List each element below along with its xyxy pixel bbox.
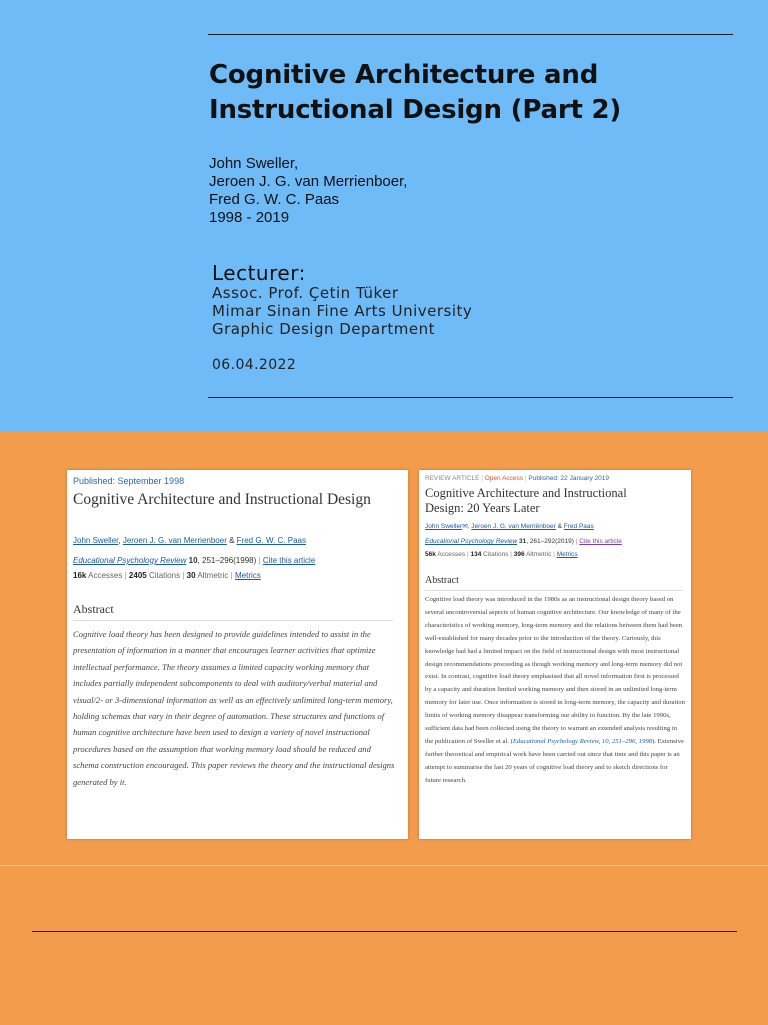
published-date: Published: 22 January 2019 bbox=[528, 475, 609, 482]
abstract-heading: Abstract bbox=[73, 602, 114, 616]
article-card-1998 bbox=[67, 470, 408, 839]
pages: , 251–296(1998) bbox=[197, 556, 257, 565]
author-links: John Sweller✉, Jeroen J. G. van Merriënboer & Fred Paas bbox=[425, 523, 594, 530]
accesses-label: Accesses bbox=[88, 571, 123, 580]
author-link[interactable]: John Sweller bbox=[425, 523, 463, 530]
blank-slide bbox=[0, 865, 768, 1025]
abstract-text: Cognitive load theory has been designed to provide guidelines intended to assist in the presentation of information in a manner that encourages learner activities that optimize intellectual performance. The theory assumes a limited capacity working memory that includes partially independent subcomponents to deal with auditory/verbal material and visual/2- or 3-dimensional information as well as an effectively unlimited long-term memory, holding schemas that vary in their degree of automation. These structures and functions of human cognitive architecture have been used to design a variety of novel instructional procedures based on the assumption that working memory load should be reduced and schema construction encouraged. This paper reviews the theory and the instructional designs generated by it. bbox=[73, 629, 395, 787]
accesses-label: Accesses bbox=[437, 551, 466, 558]
article-type: REVIEW ARTICLE bbox=[425, 475, 480, 482]
altmetric-label: Altmetric bbox=[526, 551, 552, 558]
lecturer-name: Assoc. Prof. Çetin Tüker bbox=[212, 284, 399, 302]
article-meta: REVIEW ARTICLE | Open Access | Published: 22 January 2019 bbox=[425, 475, 609, 482]
lecturer-department: Graphic Design Department bbox=[212, 320, 436, 338]
article-title: Cognitive Architecture and Instructional Design: 20 Years Later bbox=[425, 486, 627, 515]
title-slide bbox=[0, 0, 768, 432]
author-link[interactable]: Jeroen J. G. van Merrienboer bbox=[122, 536, 227, 545]
author-line: Jeroen J. G. van Merrienboer, bbox=[209, 173, 408, 190]
slide-title: Cognitive Architecture and Instructional Design (Part 2) bbox=[209, 60, 622, 125]
metrics-link[interactable]: Metrics bbox=[234, 571, 261, 580]
cite-link[interactable]: Cite this article bbox=[262, 556, 316, 565]
author-link[interactable]: Fred G. W. C. Paas bbox=[236, 536, 306, 545]
citations-count: 2405 bbox=[128, 571, 147, 580]
metrics-line: 16k Accesses | 2405 Citations | 30 Altmetric | Metrics bbox=[73, 571, 261, 580]
author-link[interactable]: John Sweller bbox=[73, 536, 119, 545]
pages: , 261–292(2019) bbox=[526, 538, 574, 545]
citations-label: Citations bbox=[483, 551, 509, 558]
published-date: Published: September 1998 bbox=[73, 476, 185, 486]
journal-line: Educational Psychology Review 31, 261–292(2019) | Cite this article bbox=[425, 538, 622, 545]
cite-link[interactable]: Cite this article bbox=[579, 538, 622, 545]
top-rule bbox=[208, 34, 733, 35]
article-card-2019 bbox=[419, 470, 691, 839]
author-line: Fred G. W. C. Paas bbox=[209, 191, 340, 208]
volume: 31 bbox=[518, 538, 527, 545]
abstract-divider bbox=[425, 590, 683, 591]
metrics-line: 56k Accesses | 134 Citations | 396 Altmetric | Metrics bbox=[425, 551, 578, 558]
abstract-text-part: ). Extensive further theoretical and empirical work have been carried out since that time and this paper is an attempt to summarise the last 20 years of cognitive load theory and to sketch directions for future research. bbox=[425, 737, 684, 784]
journal-link[interactable]: Educational Psychology Review bbox=[73, 556, 187, 565]
author-link[interactable]: Fred Paas bbox=[563, 523, 594, 530]
open-access-badge: Open Access bbox=[484, 475, 524, 482]
lecturer-info bbox=[212, 284, 472, 338]
abstract-reference-link[interactable]: Educational Psychology Review, 10, 251–296, 1998 bbox=[512, 737, 653, 745]
author-list bbox=[209, 155, 407, 227]
email-icon[interactable]: ✉ bbox=[462, 523, 468, 530]
lecture-date: 06.04.2022 bbox=[212, 357, 297, 373]
abstract-text bbox=[425, 594, 685, 788]
citations-count: 134 bbox=[470, 551, 482, 558]
altmetric-count: 396 bbox=[513, 551, 525, 558]
article-slide bbox=[0, 432, 768, 865]
volume: 10 bbox=[188, 556, 198, 565]
slide-rule bbox=[32, 931, 737, 932]
author-links: John Sweller, Jeroen J. G. van Merrienboer & Fred G. W. C. Paas bbox=[73, 536, 306, 545]
lecturer-heading: Lecturer: bbox=[212, 261, 306, 285]
citations-label: Citations bbox=[148, 571, 181, 580]
accesses-count: 16k bbox=[73, 571, 87, 580]
author-link[interactable]: Jeroen J. G. van Merriënboer bbox=[471, 523, 556, 530]
altmetric-label: Altmetric bbox=[197, 571, 229, 580]
abstract-heading: Abstract bbox=[425, 575, 459, 586]
journal-line: Educational Psychology Review 10, 251–296(1998) | Cite this article bbox=[73, 556, 316, 565]
journal-link[interactable]: Educational Psychology Review bbox=[425, 538, 518, 545]
metrics-link[interactable]: Metrics bbox=[556, 551, 578, 558]
accesses-count: 56k bbox=[425, 551, 436, 558]
author-line: John Sweller, bbox=[209, 155, 299, 172]
year-range: 1998 - 2019 bbox=[209, 209, 290, 226]
article-title: Cognitive Architecture and Instructional Design bbox=[73, 491, 371, 508]
bottom-rule bbox=[208, 397, 733, 398]
abstract-text-part: Cognitive load theory was introduced in the 1980s as an instructional design theory based on several uncontroversial aspects of human cognitive architecture. Our knowledge of many of the characteristics of working memory, long-term memory and the relations between them had been well-established for many decades prior to the introduction of the theory. Curiously, this knowledge had had a limited impact on the field of instructional design with most instructional design recommendations proceeding as though working memory and long-term memory did not exist. In contrast, cognitive load theory emphasised that all novel information first is processed by a capacity and duration limited working memory and then stored in an unlimited long-term memory for later use. Once information is stored in long-term memory, the capacity and duration limits of working memory disappear transforming our ability to function. By the late 1990s, sufficient data had been collected using the theory to warrant an extended analysis resulting in the publication of Sweller et al. ( bbox=[425, 596, 685, 745]
abstract-divider bbox=[73, 620, 393, 621]
lecturer-university: Mimar Sinan Fine Arts University bbox=[212, 302, 473, 320]
altmetric-count: 30 bbox=[186, 571, 196, 580]
